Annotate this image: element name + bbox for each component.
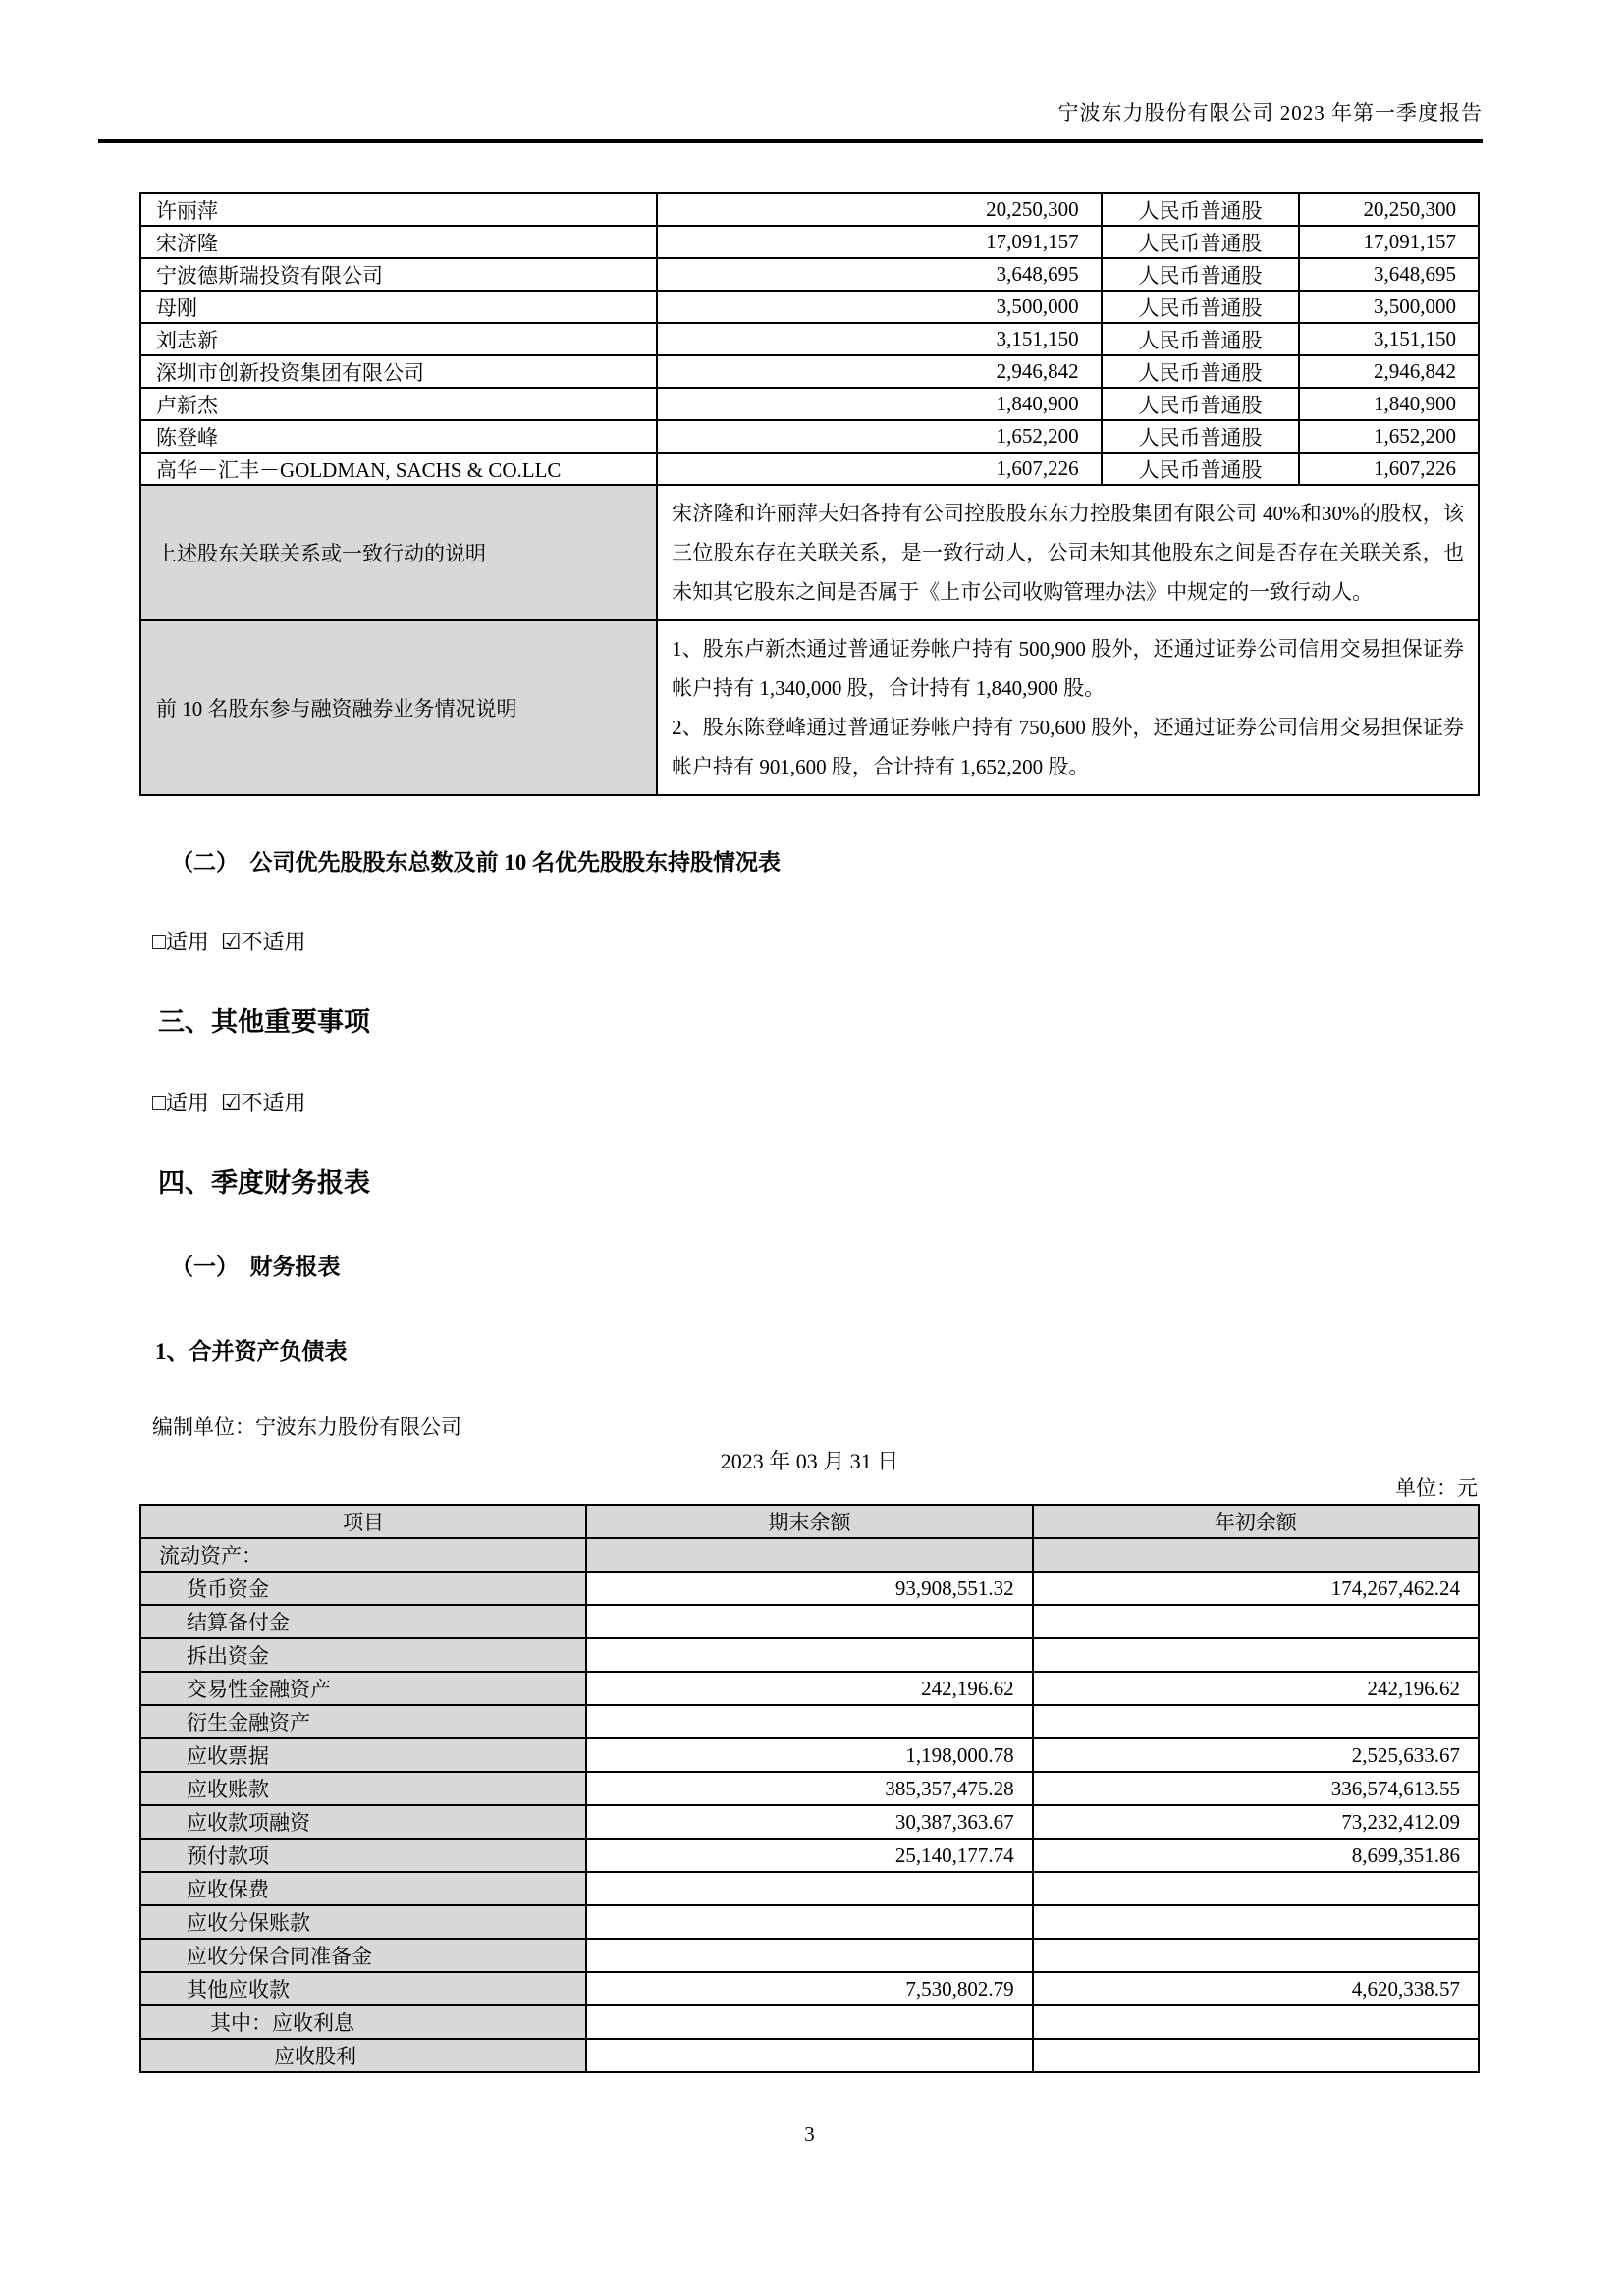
shareholder-name: 母刚 bbox=[140, 291, 657, 323]
ending-balance-value bbox=[586, 1705, 1032, 1738]
shareholder-row bbox=[140, 226, 1479, 258]
section-title-other-matters: 三、其他重要事项 bbox=[158, 1007, 370, 1037]
report-title: 宁波东力股份有限公司 2023 年第一季度报告 bbox=[1057, 101, 1483, 125]
shares-unrestricted: 17,091,157 bbox=[1299, 226, 1479, 258]
beginning-balance-value: 2,525,633.67 bbox=[1033, 1738, 1479, 1772]
line-item-name: 交易性金融资产 bbox=[140, 1672, 586, 1705]
shares-held: 20,250,300 bbox=[657, 193, 1102, 226]
line-item-name: 应收票据 bbox=[140, 1738, 586, 1772]
line-item-name: 预付款项 bbox=[140, 1839, 586, 1872]
applicability-line-2 bbox=[139, 1089, 1480, 1118]
share-type: 人民币普通股 bbox=[1102, 226, 1300, 258]
relation-row bbox=[140, 485, 1479, 620]
applicability-line-1 bbox=[139, 928, 1480, 957]
shares-unrestricted: 20,250,300 bbox=[1299, 193, 1479, 226]
applicable-label: 适用 bbox=[165, 1091, 209, 1115]
balance-sheet-row bbox=[140, 1805, 1479, 1839]
share-type: 人民币普通股 bbox=[1102, 355, 1300, 388]
balance-sheet-row bbox=[140, 1538, 1479, 1572]
shareholder-row bbox=[140, 258, 1479, 291]
share-type: 人民币普通股 bbox=[1102, 258, 1300, 291]
balance-sheet-row bbox=[140, 2039, 1479, 2072]
beginning-balance-value bbox=[1033, 1939, 1479, 1972]
beginning-balance-value bbox=[1033, 1705, 1479, 1738]
shareholder-name: 宁波德斯瑞投资有限公司 bbox=[140, 258, 657, 291]
balance-sheet-row bbox=[140, 1939, 1479, 1972]
ending-balance-value: 1,198,000.78 bbox=[586, 1738, 1032, 1772]
line-item-name: 拆出资金 bbox=[140, 1638, 586, 1672]
balance-sheet-row bbox=[140, 1905, 1479, 1939]
shareholder-row bbox=[140, 291, 1479, 323]
beginning-balance-value bbox=[1033, 1872, 1479, 1905]
line-item-name: 流动资产： bbox=[140, 1538, 586, 1572]
shares-held: 1,652,200 bbox=[657, 420, 1102, 453]
ending-balance-value: 25,140,177.74 bbox=[586, 1839, 1032, 1872]
shareholder-row bbox=[140, 355, 1479, 388]
shareholder-name: 高华－汇丰－GOLDMAN, SACHS & CO.LLC bbox=[140, 453, 657, 485]
line-item-name: 应收款项融资 bbox=[140, 1805, 586, 1839]
shareholder-row bbox=[140, 193, 1479, 226]
page-header bbox=[98, 98, 1483, 143]
beginning-balance-value bbox=[1033, 1605, 1479, 1638]
shareholder-name: 宋济隆 bbox=[140, 226, 657, 258]
shares-unrestricted: 1,840,900 bbox=[1299, 388, 1479, 420]
ending-balance-value: 385,357,475.28 bbox=[586, 1772, 1032, 1805]
ending-balance-value bbox=[586, 1605, 1032, 1638]
shareholder-rows bbox=[140, 193, 1479, 485]
beginning-balance-value bbox=[1033, 2005, 1479, 2039]
col-header-ending-balance: 期末余额 bbox=[586, 1505, 1032, 1538]
line-item-name: 应收账款 bbox=[140, 1772, 586, 1805]
shares-held: 1,607,226 bbox=[657, 453, 1102, 485]
prepared-by-line: 编制单位：宁波东力股份有限公司 bbox=[152, 1415, 461, 1439]
line-item-name: 应收分保账款 bbox=[140, 1905, 586, 1939]
line-item-name: 衍生金融资产 bbox=[140, 1705, 586, 1738]
ending-balance-value: 30,387,363.67 bbox=[586, 1805, 1032, 1839]
shareholder-row bbox=[140, 453, 1479, 485]
shares-unrestricted: 2,946,842 bbox=[1299, 355, 1479, 388]
share-type: 人民币普通股 bbox=[1102, 388, 1300, 420]
shareholder-name: 刘志新 bbox=[140, 323, 657, 355]
shareholder-name: 卢新杰 bbox=[140, 388, 657, 420]
checkbox-unchecked-icon: □ bbox=[152, 930, 166, 954]
line-item-name: 其中：应收利息 bbox=[140, 2005, 586, 2039]
shares-held: 17,091,157 bbox=[657, 226, 1102, 258]
line-item-name: 货币资金 bbox=[140, 1572, 586, 1605]
relation-text: 宋济隆和许丽萍夫妇各持有公司控股股东东力控股集团有限公司 40%和30%的股权，该三位股东存在关联关系，是一致行动人，公司未知其他股东之间是否存在关联关系，也未知其它股东之间是否属于《上市公司收购管理办法》中规定的一致行动人。 bbox=[672, 502, 1464, 604]
shares-held: 1,840,900 bbox=[657, 388, 1102, 420]
share-type: 人民币普通股 bbox=[1102, 193, 1300, 226]
shares-unrestricted: 1,607,226 bbox=[1299, 453, 1479, 485]
ending-balance-value: 7,530,802.79 bbox=[586, 1972, 1032, 2005]
balance-sheet-row bbox=[140, 1638, 1479, 1672]
margin-financing-line: 1、股东卢新杰通过普通证券帐户持有 500,900 股外，还通过证券公司信用交易担保证券帐户持有 1,340,000 股，合计持有 1,840,900 股。 bbox=[672, 637, 1464, 700]
beginning-balance-value: 8,699,351.86 bbox=[1033, 1839, 1479, 1872]
margin-financing-label: 前 10 名股东参与融资融券业务情况说明 bbox=[140, 620, 657, 795]
balance-sheet-table bbox=[139, 1504, 1480, 2073]
balance-sheet-row bbox=[140, 1605, 1479, 1638]
balance-sheet-header bbox=[140, 1505, 1479, 1538]
balance-sheet-row bbox=[140, 2005, 1479, 2039]
shares-unrestricted: 1,652,200 bbox=[1299, 420, 1479, 453]
shareholder-notes bbox=[140, 485, 1479, 795]
shares-held: 3,500,000 bbox=[657, 291, 1102, 323]
beginning-balance-value: 242,196.62 bbox=[1033, 1672, 1479, 1705]
ending-balance-value bbox=[586, 2039, 1032, 2072]
balance-sheet-row bbox=[140, 1572, 1479, 1605]
ending-balance-value bbox=[586, 1939, 1032, 1972]
beginning-balance-value bbox=[1033, 1905, 1479, 1939]
beginning-balance-value: 73,232,412.09 bbox=[1033, 1805, 1479, 1839]
balance-sheet-row bbox=[140, 1839, 1479, 1872]
page-content bbox=[139, 192, 1480, 2147]
ending-balance-value bbox=[586, 2005, 1032, 2039]
share-type: 人民币普通股 bbox=[1102, 323, 1300, 355]
margin-financing-row bbox=[140, 620, 1479, 795]
shares-unrestricted: 3,648,695 bbox=[1299, 258, 1479, 291]
unit-label: 单位：元 bbox=[1395, 1476, 1478, 1500]
line-item-name: 结算备付金 bbox=[140, 1605, 586, 1638]
balance-sheet-row bbox=[140, 1705, 1479, 1738]
section-title-financial-statements: （一） 财务报表 bbox=[171, 1255, 341, 1279]
not-applicable-label: 不适用 bbox=[241, 930, 306, 954]
ending-balance-value: 242,196.62 bbox=[586, 1672, 1032, 1705]
line-item-name: 应收保费 bbox=[140, 1872, 586, 1905]
beginning-balance-value: 336,574,613.55 bbox=[1033, 1772, 1479, 1805]
shareholder-row bbox=[140, 420, 1479, 453]
margin-financing-text-cell bbox=[657, 620, 1479, 795]
beginning-balance-value bbox=[1033, 2039, 1479, 2072]
ending-balance-value bbox=[586, 1638, 1032, 1672]
beginning-balance-value: 4,620,338.57 bbox=[1033, 1972, 1479, 2005]
ending-balance-value bbox=[586, 1538, 1032, 1572]
shareholder-row bbox=[140, 388, 1479, 420]
share-type: 人民币普通股 bbox=[1102, 420, 1300, 453]
col-header-beginning-balance: 年初余额 bbox=[1033, 1505, 1479, 1538]
shares-unrestricted: 3,500,000 bbox=[1299, 291, 1479, 323]
line-item-name: 其他应收款 bbox=[140, 1972, 586, 2005]
applicable-label: 适用 bbox=[165, 930, 209, 954]
relation-text-cell bbox=[657, 485, 1479, 620]
section-title-balance-sheet: 1、合并资产负债表 bbox=[155, 1339, 348, 1363]
margin-financing-line: 2、股东陈登峰通过普通证券帐户持有 750,600 股外，还通过证券公司信用交易担保证券帐户持有 901,600 股，合计持有 1,652,200 股。 bbox=[672, 716, 1464, 778]
checkbox-checked-icon: ☑ bbox=[220, 1091, 242, 1115]
shares-unrestricted: 3,151,150 bbox=[1299, 323, 1479, 355]
top-shareholders-table bbox=[139, 192, 1480, 796]
shares-held: 3,151,150 bbox=[657, 323, 1102, 355]
statement-date: 2023 年 03 月 31 日 bbox=[720, 1449, 899, 1473]
shareholder-name: 深圳市创新投资集团有限公司 bbox=[140, 355, 657, 388]
beginning-balance-value bbox=[1033, 1538, 1479, 1572]
balance-sheet-row bbox=[140, 1772, 1479, 1805]
balance-sheet-rows bbox=[140, 1538, 1479, 2072]
section-title-quarterly-statements: 四、季度财务报表 bbox=[158, 1168, 370, 1198]
shareholder-name: 陈登峰 bbox=[140, 420, 657, 453]
col-header-item: 项目 bbox=[140, 1505, 586, 1538]
balance-sheet-row bbox=[140, 1738, 1479, 1772]
line-item-name: 应收分保合同准备金 bbox=[140, 1939, 586, 1972]
shareholder-row bbox=[140, 323, 1479, 355]
beginning-balance-value: 174,267,462.24 bbox=[1033, 1572, 1479, 1605]
page-number: 3 bbox=[804, 2122, 815, 2146]
balance-sheet-header-row bbox=[140, 1505, 1479, 1538]
balance-sheet-row bbox=[140, 1672, 1479, 1705]
section-title-preferred-shareholders: （二） 公司优先股股东总数及前 10 名优先股股东持股情况表 bbox=[171, 850, 781, 875]
relation-label: 上述股东关联关系或一致行动的说明 bbox=[140, 485, 657, 620]
balance-sheet-row bbox=[140, 1972, 1479, 2005]
not-applicable-label: 不适用 bbox=[241, 1091, 306, 1115]
beginning-balance-value bbox=[1033, 1638, 1479, 1672]
line-item-name: 应收股利 bbox=[140, 2039, 586, 2072]
ending-balance-value: 93,908,551.32 bbox=[586, 1572, 1032, 1605]
balance-sheet-row bbox=[140, 1872, 1479, 1905]
ending-balance-value bbox=[586, 1905, 1032, 1939]
checkbox-checked-icon: ☑ bbox=[220, 930, 242, 954]
shares-held: 3,648,695 bbox=[657, 258, 1102, 291]
shares-held: 2,946,842 bbox=[657, 355, 1102, 388]
checkbox-unchecked-icon: □ bbox=[152, 1091, 166, 1115]
shareholder-name: 许丽萍 bbox=[140, 193, 657, 226]
share-type: 人民币普通股 bbox=[1102, 453, 1300, 485]
ending-balance-value bbox=[586, 1872, 1032, 1905]
share-type: 人民币普通股 bbox=[1102, 291, 1300, 323]
header-divider bbox=[98, 139, 1483, 143]
